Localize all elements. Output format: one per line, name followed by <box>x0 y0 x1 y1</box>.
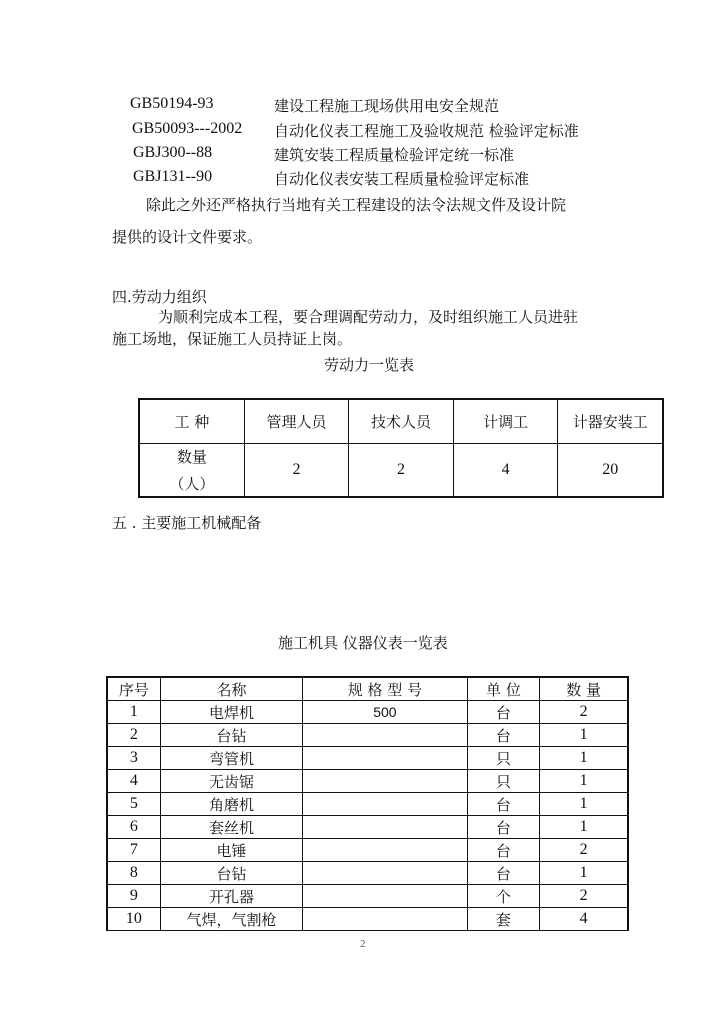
equipment-name: 弯管机 <box>160 747 302 770</box>
equipment-name: 角磨机 <box>160 793 302 816</box>
equipment-name: 电焊机 <box>160 701 302 724</box>
equipment-spec <box>303 908 467 931</box>
equipment-unit: 台 <box>467 701 540 724</box>
equipment-qty: 4 <box>540 908 628 931</box>
equipment-table <box>106 676 629 931</box>
row-number: 7 <box>107 839 160 862</box>
row-number: 3 <box>107 747 160 770</box>
table-row <box>107 885 628 908</box>
table-header-cell: 数 量 <box>540 677 628 701</box>
equipment-qty: 1 <box>540 747 628 770</box>
equipment-name: 电锤 <box>160 839 302 862</box>
equipment-name: 台钻 <box>160 862 302 885</box>
row-number: 10 <box>107 908 160 931</box>
standard-name: 建设工程施工现场供用电安全规范 <box>274 97 500 115</box>
equipment-qty: 1 <box>540 793 628 816</box>
table-row <box>107 701 628 724</box>
equipment-name: 开孔器 <box>160 885 302 908</box>
table-header-cell: 序号 <box>107 677 160 701</box>
equipment-name: 台钻 <box>160 724 302 747</box>
row-number: 5 <box>107 793 160 816</box>
table-cell: 2 <box>244 443 349 497</box>
row-number: 4 <box>107 770 160 793</box>
equipment-name: 无齿锯 <box>160 770 302 793</box>
standard-name: 自动化仪表安装工程质量检验评定标准 <box>274 170 530 188</box>
table-row <box>107 862 628 885</box>
section-heading: 五 . 主要施工机械配备 <box>112 514 262 532</box>
table-row <box>107 770 628 793</box>
standard-code: GBJ131--90 <box>133 168 213 185</box>
row-number: 8 <box>107 862 160 885</box>
table-header-cell: 计器安装工 <box>558 399 663 443</box>
equipment-qty: 2 <box>540 885 628 908</box>
table-cell: 20 <box>558 443 663 497</box>
table-row <box>107 724 628 747</box>
table-title: 劳动力一览表 <box>324 356 415 374</box>
paragraph-line: 为顺利完成本工程，要合理调配劳动力，及时组织施工人员进驻 <box>158 308 579 326</box>
table-row <box>107 839 628 862</box>
equipment-name: 套丝机 <box>160 816 302 839</box>
table-cell: 2 <box>349 443 454 497</box>
equipment-spec <box>303 839 467 862</box>
equipment-qty: 1 <box>540 724 628 747</box>
equipment-name: 气焊，气割枪 <box>160 908 302 931</box>
equipment-unit: 台 <box>467 839 540 862</box>
equipment-unit: 个 <box>467 885 540 908</box>
equipment-qty: 2 <box>540 701 628 724</box>
equipment-spec <box>303 724 467 747</box>
table-header-cell: 规 格 型 号 <box>303 677 467 701</box>
table-header-cell: 技术人员 <box>349 399 454 443</box>
table-header-cell: 工 种 <box>139 399 244 443</box>
row-label-line: （人） <box>169 474 215 493</box>
paragraph-line: 除此之外还严格执行当地有关工程建设的法令法规文件及设计院 <box>146 196 567 214</box>
row-label-cell <box>139 443 244 497</box>
table-row <box>107 908 628 931</box>
row-number: 2 <box>107 724 160 747</box>
equipment-spec <box>303 747 467 770</box>
equipment-spec <box>303 862 467 885</box>
table-header-cell: 管理人员 <box>244 399 349 443</box>
labor-table <box>138 398 664 498</box>
equipment-unit: 台 <box>467 724 540 747</box>
table-title: 施工机具 仪器仪表一览表 <box>278 634 448 652</box>
row-number: 6 <box>107 816 160 839</box>
equipment-unit: 只 <box>467 747 540 770</box>
standard-name: 自动化仪表工程施工及验收规范 检验评定标准 <box>274 122 579 140</box>
equipment-qty: 1 <box>540 816 628 839</box>
equipment-spec <box>303 885 467 908</box>
equipment-unit: 台 <box>467 816 540 839</box>
table-row <box>107 793 628 816</box>
row-label-line: 数量 <box>176 447 207 466</box>
equipment-unit: 台 <box>467 862 540 885</box>
standard-name: 建筑安装工程质量检验评定统一标准 <box>274 146 515 164</box>
standard-code: GB50194-93 <box>130 95 214 112</box>
table-header-row <box>139 399 663 443</box>
equipment-unit: 套 <box>467 908 540 931</box>
equipment-spec <box>303 793 467 816</box>
equipment-qty: 1 <box>540 770 628 793</box>
paragraph-line: 施工场地，保证施工人员持证上岗。 <box>112 330 353 348</box>
equipment-spec: 500 <box>303 701 467 724</box>
equipment-unit: 台 <box>467 793 540 816</box>
page-number: 2 <box>360 938 366 950</box>
table-header-cell: 计调工 <box>453 399 558 443</box>
equipment-spec <box>303 816 467 839</box>
paragraph-line: 提供的设计文件要求。 <box>112 228 263 246</box>
table-row <box>107 816 628 839</box>
table-header-row <box>107 677 628 701</box>
standard-code: GB50093---2002 <box>132 120 243 137</box>
equipment-spec <box>303 770 467 793</box>
standard-code: GBJ300--88 <box>133 144 213 161</box>
equipment-qty: 1 <box>540 862 628 885</box>
table-header-cell: 名称 <box>160 677 302 701</box>
table-header-cell: 单 位 <box>467 677 540 701</box>
row-number: 1 <box>107 701 160 724</box>
equipment-qty: 2 <box>540 839 628 862</box>
equipment-unit: 只 <box>467 770 540 793</box>
table-row <box>107 747 628 770</box>
table-row <box>139 443 663 497</box>
section-heading: 四.劳动力组织 <box>112 288 207 306</box>
table-cell: 4 <box>453 443 558 497</box>
row-number: 9 <box>107 885 160 908</box>
